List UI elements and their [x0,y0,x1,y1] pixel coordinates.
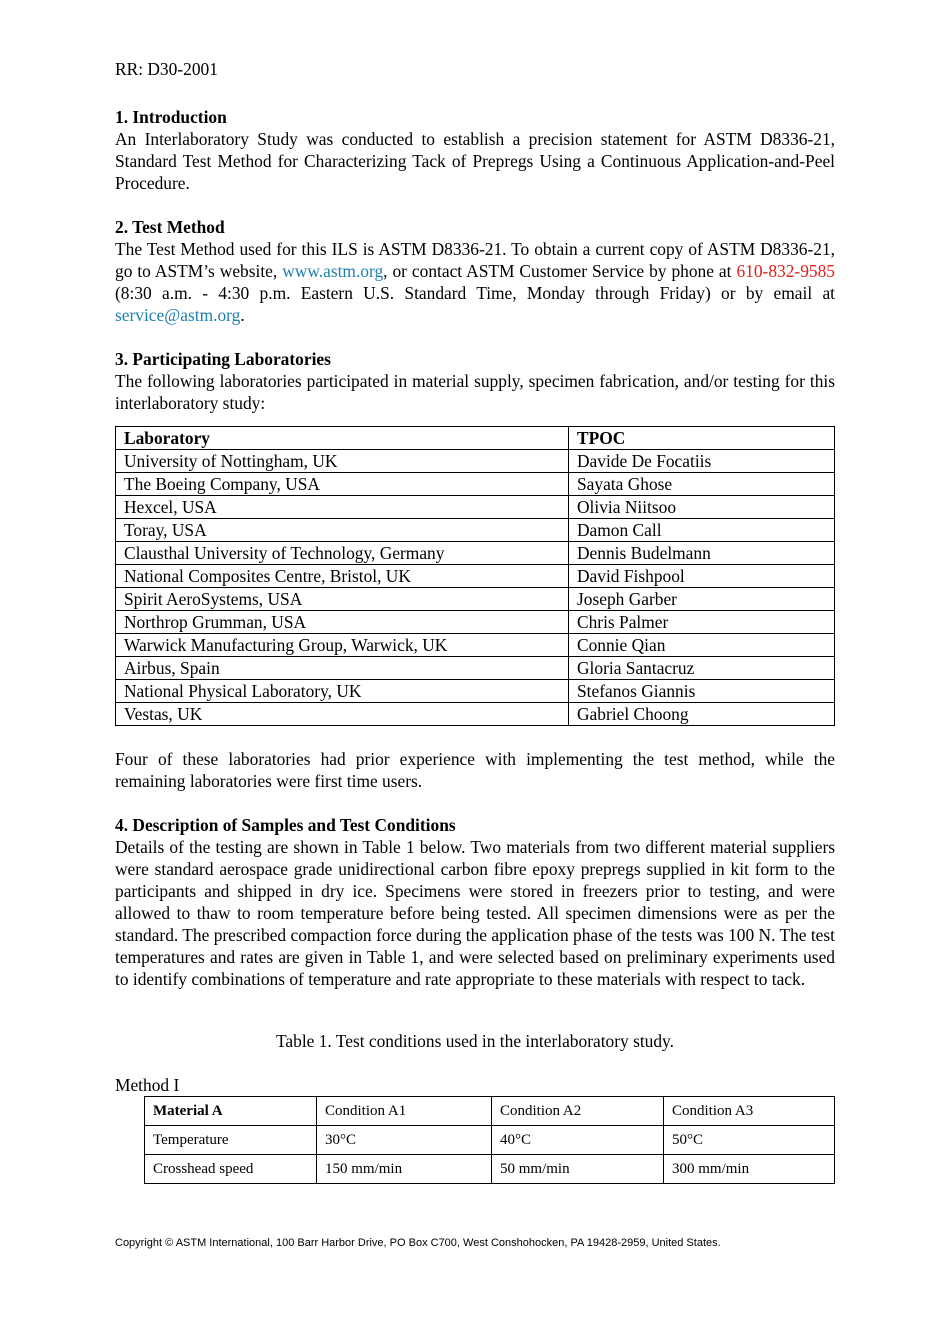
test-method-text-part-3: (8:30 a.m. - 4:30 p.m. Eastern U.S. Standard Time, Monday through Friday) or by email at [115,283,835,303]
value-cell: 50°C [664,1126,835,1155]
table-row [145,1126,835,1155]
laboratory-cell: Warwick Manufacturing Group, Warwick, UK [116,634,569,657]
astm-website-link[interactable]: www.astm.org [282,261,384,281]
samples-text: Details of the testing are shown in Table 1 below. Two materials from two different material suppliers were standard aerospace grade unidirectional carbon fibre epoxy prepregs supplied in kit form to the participants and shipped in dry ice. Specimens were stored in freezers prior to testing, and were allowed to thaw to room temperature before being tested. All specimen dimensions were as per the standard. The prescribed compaction force during the application phase of the tests was 100 N. The test temperatures and rates are given in Table 1, and were selected based on preliminary experiments used to identify combinations of temperature and rate appropriate to these materials with respect to tack. [115,837,835,989]
laboratory-cell: Northrop Grumman, USA [116,611,569,634]
test-method-text-part-1: The Test Method used for this ILS is ASTM D8336-21. To obtain a current copy of ASTM D8336-21, go to ASTM’s website, [115,239,835,281]
service-email-link[interactable]: service@astm.org [115,305,241,325]
laboratories-intro-text: The following laboratories participated in material supply, specimen fabrication, and/or testing for this interlaboratory study: [115,371,835,413]
tpoc-cell: Damon Call [569,519,835,542]
laboratory-cell: University of Nottingham, UK [116,450,569,473]
table-row [116,611,835,634]
laboratory-cell: Clausthal University of Technology, Germany [116,542,569,565]
tpoc-cell: Davide De Focatiis [569,450,835,473]
tpoc-cell: Gabriel Choong [569,703,835,726]
value-cell: 30°C [317,1126,492,1155]
table-row [116,450,835,473]
condition-header-cell: Condition A2 [492,1097,664,1126]
laboratory-column-header: Laboratory [116,427,569,450]
value-cell: 40°C [492,1126,664,1155]
section-participating-laboratories [115,348,835,792]
table-row [116,519,835,542]
tpoc-cell: Chris Palmer [569,611,835,634]
parameter-cell: Crosshead speed [145,1155,317,1184]
laboratories-table [115,426,835,726]
table-row [116,703,835,726]
test-method-text-part-4: . [240,305,245,325]
laboratory-cell: National Composites Centre, Bristol, UK [116,565,569,588]
section-samples-and-conditions [115,814,835,990]
laboratory-cell: The Boeing Company, USA [116,473,569,496]
laboratories-table-header-row [116,427,835,450]
table-row [116,657,835,680]
tpoc-cell: Olivia Niitsoo [569,496,835,519]
tpoc-cell: Stefanos Giannis [569,680,835,703]
laboratory-cell: National Physical Laboratory, UK [116,680,569,703]
table-row [145,1155,835,1184]
laboratories-experience-text: Four of these laboratories had prior experience with implementing the test method, while the remaining laboratories were first time users. [115,749,835,791]
tpoc-cell: Sayata Ghose [569,473,835,496]
copyright-footer: Copyright © ASTM International, 100 Barr Harbor Drive, PO Box C700, West Conshohocken, PA 19428-2959, United States. [115,1237,721,1249]
table-row [116,634,835,657]
condition-header-cell: Condition A3 [664,1097,835,1126]
tpoc-cell: Joseph Garber [569,588,835,611]
table-row [116,496,835,519]
test-conditions-header-row [145,1097,835,1126]
test-conditions-table [144,1096,835,1184]
test-method-heading: 2. Test Method [115,217,225,237]
customer-service-phone-link[interactable]: 610-832-9585 [736,261,835,281]
test-method-text-part-2: , or contact ASTM Customer Service by phone at [383,261,737,281]
table-row [116,588,835,611]
introduction-heading: 1. Introduction [115,107,227,127]
value-cell: 300 mm/min [664,1155,835,1184]
material-header-cell: Material A [145,1097,317,1126]
laboratory-cell: Airbus, Spain [116,657,569,680]
value-cell: 150 mm/min [317,1155,492,1184]
table-row [116,473,835,496]
table-row [116,565,835,588]
introduction-text: An Interlaboratory Study was conducted to establish a precision statement for ASTM D8336-21, Standard Test Method for Characterizing Tack of Prepregs Using a Continuous Application-and-Peel Procedure. [115,129,835,193]
tpoc-cell: David Fishpool [569,565,835,588]
samples-heading: 4. Description of Samples and Test Conditions [115,815,456,835]
value-cell: 50 mm/min [492,1155,664,1184]
laboratories-heading: 3. Participating Laboratories [115,349,331,369]
section-introduction [115,106,835,194]
report-id: RR: D30-2001 [115,59,218,79]
table-1-caption: Table 1. Test conditions used in the interlaboratory study. [276,1031,674,1051]
laboratory-cell: Hexcel, USA [116,496,569,519]
condition-header-cell: Condition A1 [317,1097,492,1126]
table-row [116,542,835,565]
laboratory-cell: Vestas, UK [116,703,569,726]
laboratory-cell: Spirit AeroSystems, USA [116,588,569,611]
laboratory-cell: Toray, USA [116,519,569,542]
table-row [116,680,835,703]
tpoc-cell: Gloria Santacruz [569,657,835,680]
parameter-cell: Temperature [145,1126,317,1155]
test-method-text [115,238,835,326]
section-test-method [115,216,835,326]
method-label: Method I [115,1075,180,1095]
document-page [115,58,835,1184]
tpoc-cell: Connie Qian [569,634,835,657]
tpoc-column-header: TPOC [569,427,835,450]
tpoc-cell: Dennis Budelmann [569,542,835,565]
